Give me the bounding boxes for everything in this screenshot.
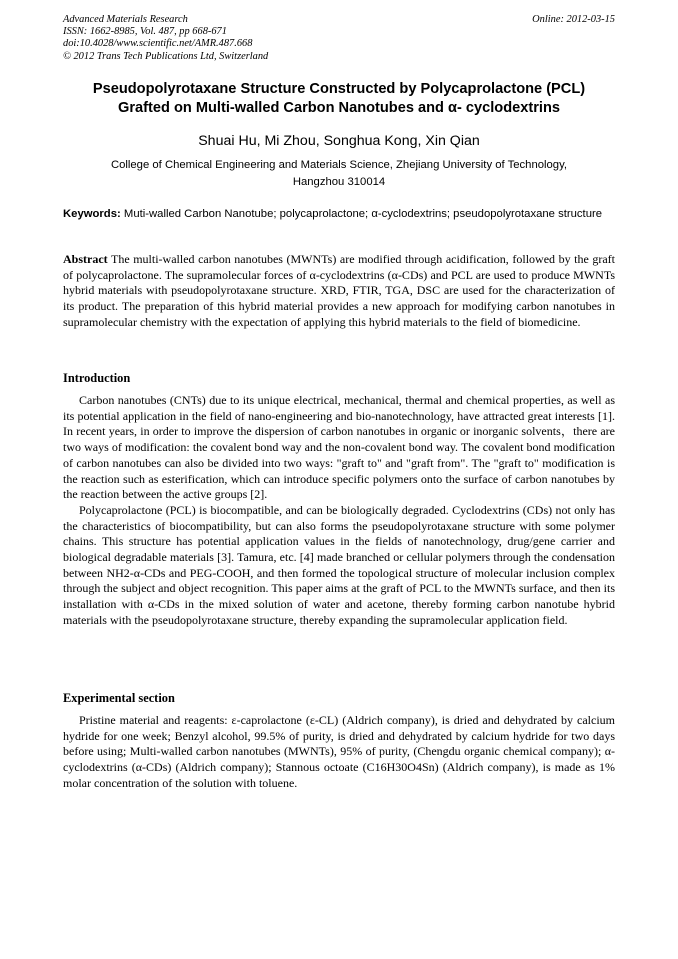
abstract-label: Abstract xyxy=(63,252,108,266)
journal-header xyxy=(63,14,423,63)
author-list: Shuai Hu, Mi Zhou, Songhua Kong, Xin Qian xyxy=(198,133,480,149)
issn-line: ISSN: 1662-8985, Vol. 487, pp 668-671 xyxy=(63,26,227,38)
title-line-1: Pseudopolyrotaxane Structure Constructed by Polycaprolactone (PCL) xyxy=(92,81,586,97)
abstract xyxy=(63,252,615,331)
affiliation xyxy=(63,157,615,191)
doi-line: doi:10.4028/www.scientific.net/AMR.487.668 xyxy=(63,38,253,50)
experimental-section xyxy=(63,713,615,792)
title-line-2: Grafted on Multi-walled Carbon Nanotubes and α- cyclodextrins xyxy=(118,99,560,116)
introduction-paragraph-2: Polycaprolactone (PCL) is biocompatible, and can be biologically degraded. Cyclodextrins (CDs) not only has the characteristics of biocompatibility, but can also forms the pseudopolyrotaxane structure with some polymer chains. This structure has potential application values in the fields of nanotechnology, drug/gene carrier and biological degradable materials [3]. Tamura, etc. [4] made branched or cellular polymers through the condensation between NH2-α-CDs and PEG-COOH, and then formed the topological structure of molecular inclusion complex through the subject and object recognition. This paper aims at the graft of PCL to the MWNTs surface, and then its installation with α-CDs in the mixed solution of water and acetone, thereby forming carbon nanotube hybrid materials with the pseudopolyrotaxane structure, thereby expanding the supramolecular application field. xyxy=(63,502,615,627)
copyright-line: © 2012 Trans Tech Publications Ltd, Switzerland xyxy=(63,50,269,62)
keywords xyxy=(63,207,615,223)
keywords-label: Keywords: xyxy=(63,208,121,220)
introduction-heading: Introduction xyxy=(63,371,131,385)
paper-title xyxy=(50,80,628,117)
affiliation-line-2: Hangzhou 310014 xyxy=(292,176,386,188)
experimental-heading: Experimental section xyxy=(63,691,175,705)
experimental-paragraph-1: Pristine material and reagents: ε-caprolactone (ε-CL) (Aldrich company), is dried and dehydrated by calcium hydride for one week; Benzyl alcohol, 99.5% of purity, is dried and dehydrated by calcium hydride for two days before using; Multi-walled carbon nanotubes (MWNTs), 95% of purity, (Chengdu organic chemical company); α-cyclodextrins (α-CDs) (Aldrich company); Stannous octoate (C16H30O4Sn) (Aldrich company), is made as 1% molar concentration of the solution with toluene. xyxy=(63,713,615,790)
affiliation-line-1: College of Chemical Engineering and Materials Science, Zhejiang University of Technology, xyxy=(110,159,568,171)
introduction-section xyxy=(63,393,615,629)
introduction-paragraph-1: Carbon nanotubes (CNTs) due to its unique electrical, mechanical, thermal and chemical properties, as well as its potential application in the field of nano-engineering and bio-nanotechnology, have attracted great interests [1]. In recent years, in order to improve the dispersion of carbon nanotubes in organic or inorganic solvents，there are two ways of modification: the covalent bond way and the non-covalent bond way. The covalent bond modification of carbon nanotubes can also be divided into two ways: "graft to" and "graft from". The "graft to" modification is the reaction such as esterification, which can introduce specific polymers onto the surface of carbon nanotubes by the reaction between the active groups [2]. xyxy=(63,393,615,502)
journal-name: Advanced Materials Research xyxy=(63,14,188,25)
abstract-text: The multi-walled carbon nanotubes (MWNTs) are modified through acidification, followed by the graft of polycaprolactone. The supramolecular forces of α-cyclodextrins (α-CDs) and PCL are used to produce MWNTs hybrid materials with pseudopolyrotaxane structure. XRD, FTIR, TGA, DSC are used for the characterization of its product. The preparation of this hybrid material provides a new approach for modifying carbon nanotubes in supramolecular chemistry with the expectation of applying this hybrid materials to the field of biomedicine. xyxy=(63,252,615,329)
keywords-text: Muti-walled Carbon Nanotube; polycaprolactone; α-cyclodextrins; pseudopolyrotaxane structure xyxy=(120,208,603,220)
online-date: Online: 2012-03-15 xyxy=(532,14,615,25)
